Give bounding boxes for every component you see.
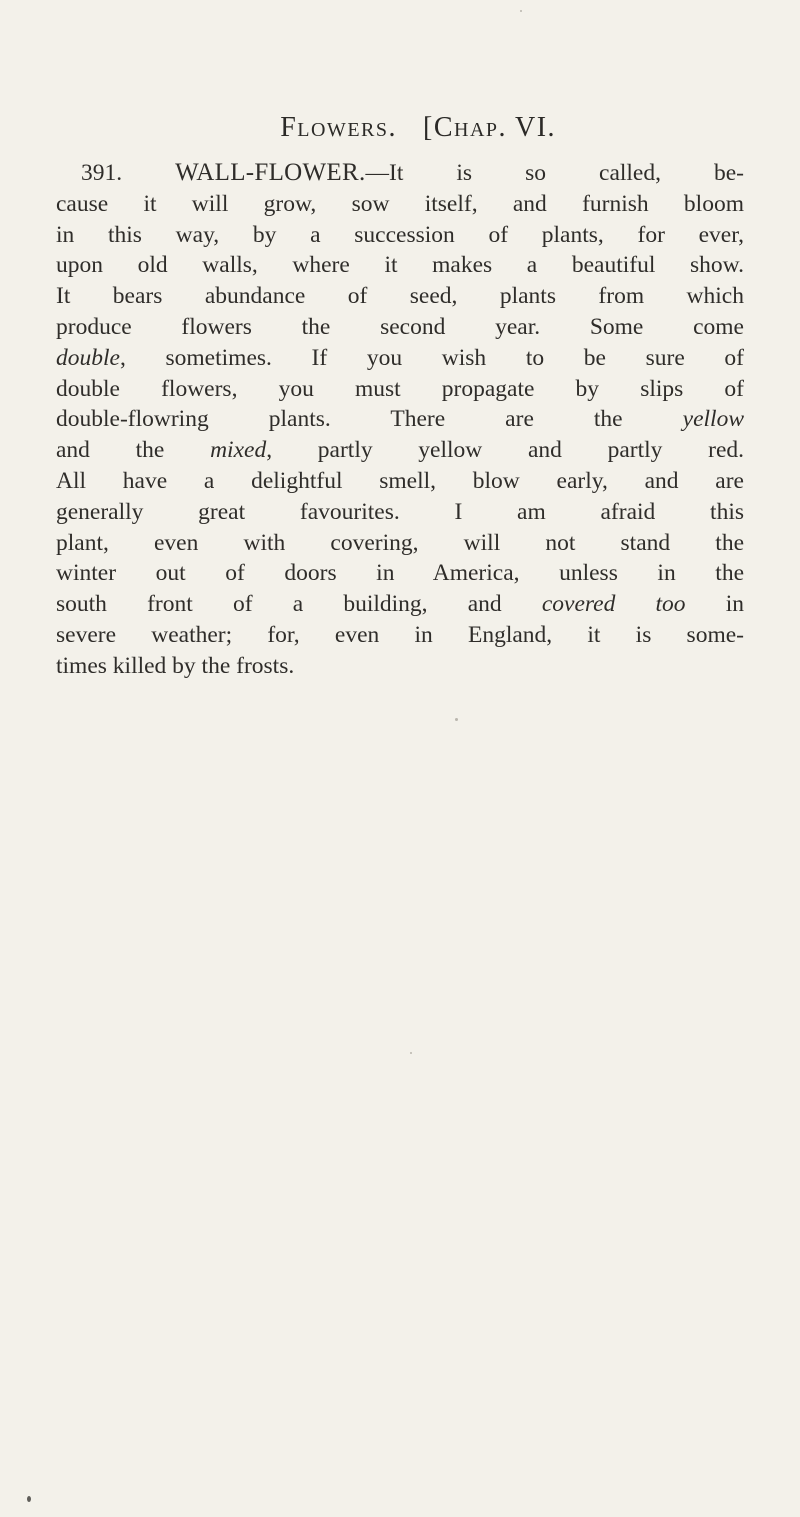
paper-speck xyxy=(520,10,522,12)
text-line: It bears abundance of seed, plants from which xyxy=(56,283,744,310)
text-line xyxy=(56,404,744,435)
paper-speck xyxy=(455,718,458,721)
text-fragment: , sometimes. If you wish to be sure of xyxy=(119,344,744,371)
text-fragment: double-flowring plants. There are the xyxy=(56,406,623,433)
text-line xyxy=(56,158,744,189)
text-line: generally great favourites. I am afraid this xyxy=(56,498,744,525)
text-line xyxy=(56,435,744,466)
text-line xyxy=(56,343,744,374)
running-head-chapter: [Chap. VI. xyxy=(423,112,557,143)
running-head-title: Flowers. xyxy=(280,112,397,143)
text-line: winter out of doors in America, unless in the xyxy=(56,560,744,587)
text-line xyxy=(56,589,744,620)
italic-word: mixed xyxy=(210,437,267,464)
entry-number: 391. xyxy=(81,160,123,186)
text-line: upon old walls, where it makes a beautiful show. xyxy=(56,252,744,279)
text-line: All have a delightful smell, blow early, and are xyxy=(56,467,744,494)
text-line: double flowers, you must propagate by slips of xyxy=(56,375,744,402)
italic-word: covered too xyxy=(541,591,686,618)
paper-speck xyxy=(27,1496,31,1502)
running-head xyxy=(0,112,800,152)
text-line: severe weather; for, even in England, it is some- xyxy=(56,621,744,648)
text-line: plant, even with covering, will not stand the xyxy=(56,529,744,556)
entry-title: WALL-FLOWER. xyxy=(175,159,366,186)
italic-word: double xyxy=(56,344,120,371)
text-fragment: in xyxy=(685,591,745,618)
italic-word: yellow xyxy=(682,406,744,433)
text-line: cause it will grow, sow itself, and furnish bloom xyxy=(56,190,744,217)
paper-speck xyxy=(410,1052,412,1054)
text-fragment: and the xyxy=(56,437,165,464)
text-line: in this way, by a succession of plants, for ever, xyxy=(56,221,744,248)
text-fragment: —It is so called, be- xyxy=(365,160,745,186)
entry-391-paragraph xyxy=(56,158,744,682)
text-fragment: south front of a building, and xyxy=(56,591,502,618)
text-line: times killed by the frosts. xyxy=(56,652,295,679)
text-fragment: , partly yellow and partly red. xyxy=(266,437,745,464)
text-line: produce flowers the second year. Some come xyxy=(56,313,744,340)
